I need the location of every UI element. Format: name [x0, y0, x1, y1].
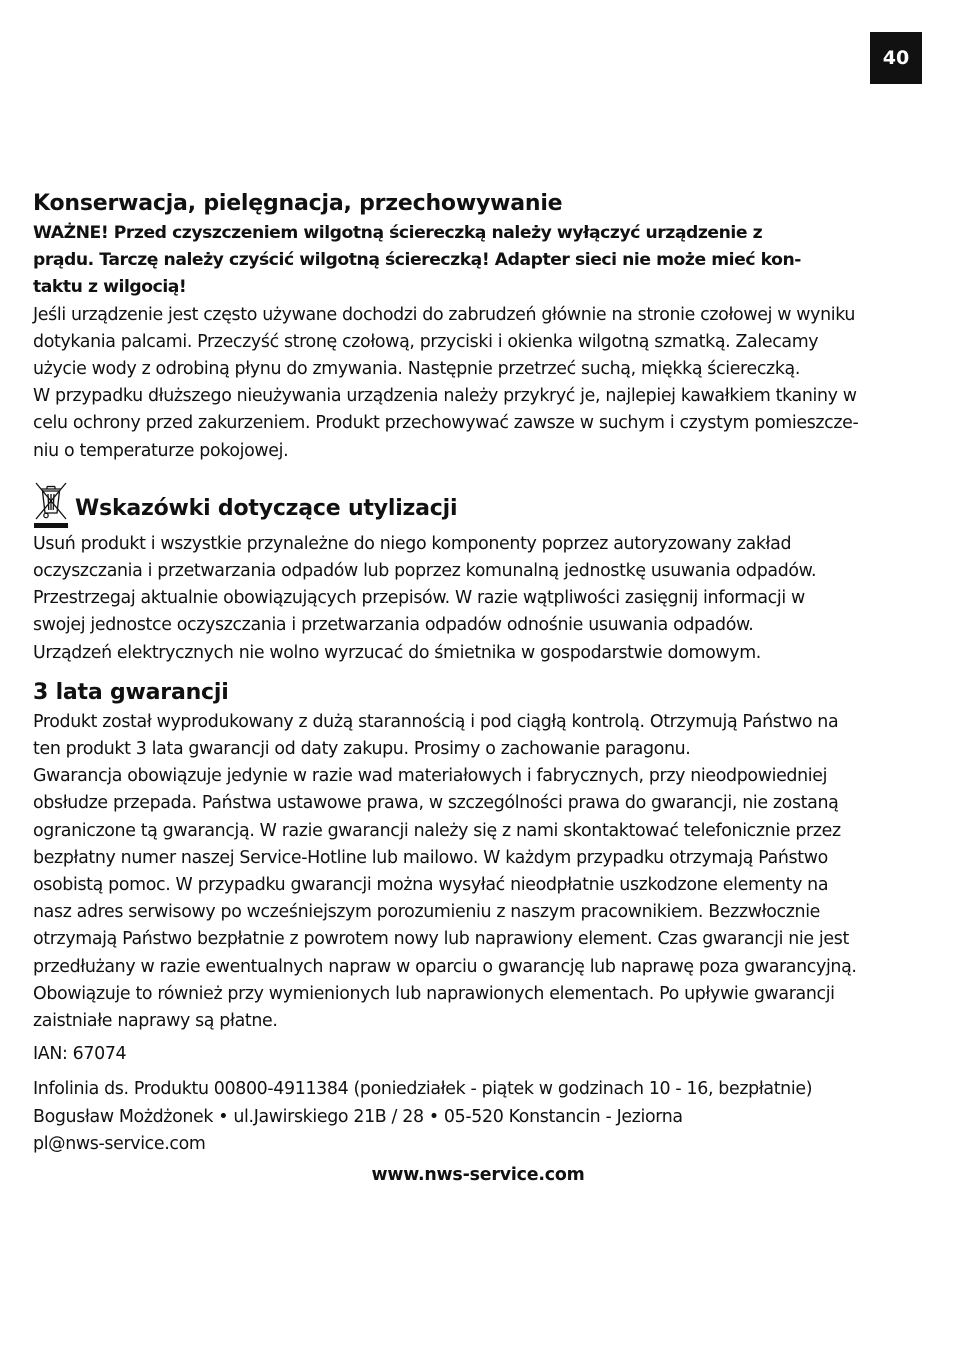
body-line: Gwarancja obowiązuje jedynie w razie wad materiałowych i fabrycznych, przy nieodpowiedniej [33, 766, 828, 787]
body-line: ten produkt 3 lata gwarancji od daty zakupu. Prosimy o zachowanie paragonu. [33, 739, 691, 760]
page-number: 40 [870, 32, 922, 84]
maintenance-section [33, 188, 923, 465]
important-line: WAŻNE! Przed czyszczeniem wilgotną ściereczką należy wyłączyć urządzenie z [33, 223, 763, 243]
disposal-title: Wskazówki dotyczące utylizacji [75, 495, 458, 521]
body-line: celu ochrony przed zakurzeniem. Produkt przechowywać zawsze w suchym i czystym pomieszcze- [33, 413, 859, 434]
body-line: swojej jednostce oczyszczania i przetwarzania odpadów odnośnie usuwania odpadów. [33, 615, 754, 636]
warranty-body [33, 709, 923, 1035]
document-content [33, 188, 923, 1190]
disposal-heading [33, 481, 923, 529]
website-link[interactable]: www.nws-service.com [371, 1165, 585, 1186]
maintenance-body [33, 302, 923, 465]
body-line: użycie wody z odrobiną płynu do zmywania. Następnie przetrzeć suchą, miękką ściereczką. [33, 359, 801, 380]
disposal-body [33, 531, 923, 667]
body-line: ograniczone tą gwarancją. W razie gwarancji należy się z nami skontaktować telefonicznie przez [33, 820, 841, 841]
body-line: otrzymają Państwo bezpłatnie z powrotem nowy lub naprawiony element. Czas gwarancji nie jest [33, 929, 849, 950]
body-line: Jeśli urządzenie jest często używane dochodzi do zabrudzeń głównie na stronie czołowej w wyniku [33, 304, 856, 325]
body-line: Obowiązuje to również przy wymienionych lub naprawionych elementach. Po upływie gwarancji [33, 983, 835, 1004]
body-line: Produkt został wyprodukowany z dużą starannością i pod ciągłą kontrolą. Otrzymują Państwo na [33, 711, 839, 732]
body-line: zaistniałe naprawy są płatne. [33, 1011, 278, 1032]
body-line: dotykania palcami. Przeczyść stronę czołową, przyciski i okienka wilgotną szmatką. Zalecamy [33, 331, 819, 352]
ian-number: IAN: 67074 [33, 1044, 127, 1065]
body-line: W przypadku dłuższego nieużywania urządzenia należy przykryć je, najlepiej kawałkiem tkaniny w [33, 386, 857, 407]
warranty-title: 3 lata gwarancji [33, 679, 229, 705]
body-line: przedłużany w razie ewentualnych napraw w oparciu o gwarancję lub naprawę poza gwarancyjną. [33, 956, 857, 977]
body-line: Przestrzegaj aktualnie obowiązujących przepisów. W razie wątpliwości zasięgnij informacji w [33, 588, 805, 609]
address-line: Bogusław Możdżonek • ul.Jawirskiego 21B / 28 • 05-520 Konstancin - Jeziorna [33, 1106, 683, 1127]
body-line: bezpłatny numer naszej Service-Hotline lub mailowo. W każdym przypadku otrzymają Państwo [33, 847, 828, 868]
body-line: obsłudze przepada. Państwa ustawowe prawa, w szczególności prawa do gwarancji, nie zostaną [33, 793, 839, 814]
important-line: taktu z wilgocią! [33, 277, 187, 298]
body-line: nasz adres serwisowy po wcześniejszym porozumieniu z naszym pracownikiem. Bezzwłocznie [33, 902, 821, 923]
body-line: Urządzeń elektrycznych nie wolno wyrzucać do śmietnika w gospodarstwie domowym. [33, 642, 761, 663]
maintenance-title: Konserwacja, pielęgnacja, przechowywanie [33, 191, 563, 216]
body-line: Usuń produkt i wszystkie przynależne do niego komponenty poprzez autoryzowany zakład [33, 533, 792, 554]
body-line: osobistą pomoc. W przypadku gwarancji można wysyłać nieodpłatnie uszkodzone elementy na [33, 875, 829, 896]
email-line: pl@nws-service.com [33, 1133, 206, 1154]
important-line: prądu. Tarczę należy czyścić wilgotną ściereczką! Adapter sieci nie może mieć kon- [33, 250, 801, 271]
body-line: niu o temperaturze pokojowej. [33, 440, 289, 461]
crossed-out-wheelie-bin-icon [33, 481, 69, 529]
hotline-line: Infolinia ds. Produktu 00800-4911384 (poniedziałek - piątek w godzinach 10 - 16, bezpłatnie) [33, 1079, 813, 1100]
warranty-section [33, 677, 923, 1190]
disposal-section [33, 481, 923, 667]
contact-info [33, 1076, 923, 1158]
body-line: oczyszczania i przetwarzania odpadów lub poprzez komunalną jednostkę usuwania odpadów. [33, 561, 817, 582]
maintenance-important-notice [33, 220, 923, 302]
